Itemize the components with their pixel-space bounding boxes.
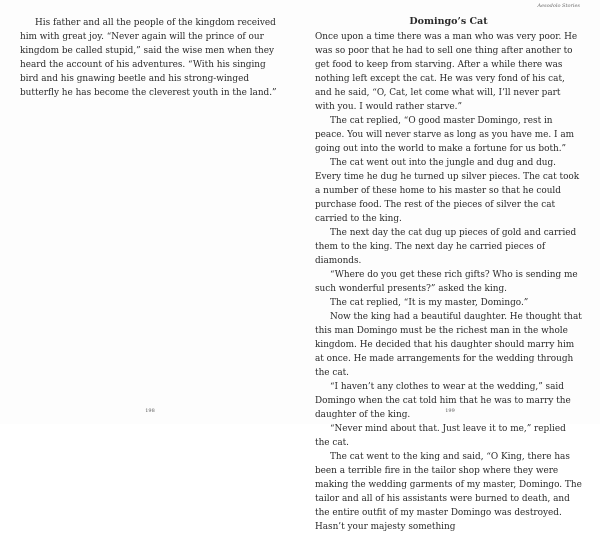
- running-head: Aesodolo Stories: [537, 3, 580, 9]
- paragraph: The cat went out into the jungle and dug and dug. Every time he dug he turned up silver pieces. The cat took a number of these home to his master so that he could purchase food. The rest of the pieces of silver the cat carried to the king.: [315, 158, 580, 224]
- paragraph: The cat replied, “O good master Domingo, rest in peace. You will never starve as long as you have me. I am going out into the world to make a fortune for us both.”: [315, 116, 575, 154]
- left-page-number: 198: [145, 408, 155, 414]
- paragraph: “Where do you get these rich gifts? Who is sending me such wonderful presents?” asked the king.: [315, 270, 578, 294]
- paragraph: “I haven’t any clothes to wear at the wedding,” said Domingo when the cat told him that he was to marry the daughter of the king.: [315, 382, 571, 420]
- paragraph: Once upon a time there was a man who was very poor. He was so poor that he had to sell one thing after another to get food to keep from starving. After a while there was nothing left except the cat. He was very fond of his cat, and he said, “O, Cat, let come what will, I’ll never part with you. I would rather starve.”: [315, 32, 578, 112]
- right-page-number: 199: [445, 408, 455, 414]
- chapter-title: Domingo’s Cat: [409, 16, 488, 27]
- paragraph: The cat went to the king and said, “O King, there has been a terrible fire in the tailor shop where they were making the wedding garments of my master, Domingo. The tailor and all of his assistants were burned to death, and the entire outfit of my master Domingo was destroyed. Hasn’t your majesty something: [315, 452, 582, 532]
- paragraph: His father and all the people of the kingdom received him with great joy. “Never again will the prince of our kingdom be called stupid,” said the wise men when they heard the account of his adventures. “With his singing bird and his gnawing beetle and his strong-winged butterfly he has become the cleverest youth in the land.”: [20, 18, 277, 98]
- paragraph: Now the king had a beautiful daughter. He thought that this man Domingo must be the richest man in the whole kingdom. He decided that his daughter should marry him at once. He made arrangements for the wedding through the cat.: [315, 312, 582, 378]
- paragraph: The cat replied, “It is my master, Domingo.”: [330, 298, 529, 308]
- paragraph: “Never mind about that. Just leave it to me,” replied the cat.: [315, 424, 566, 448]
- left-page-text: [20, 16, 282, 100]
- paragraph: The next day the cat dug up pieces of gold and carried them to the king. The next day he carried pieces of diamonds.: [315, 228, 577, 266]
- right-page-text: [315, 16, 582, 534]
